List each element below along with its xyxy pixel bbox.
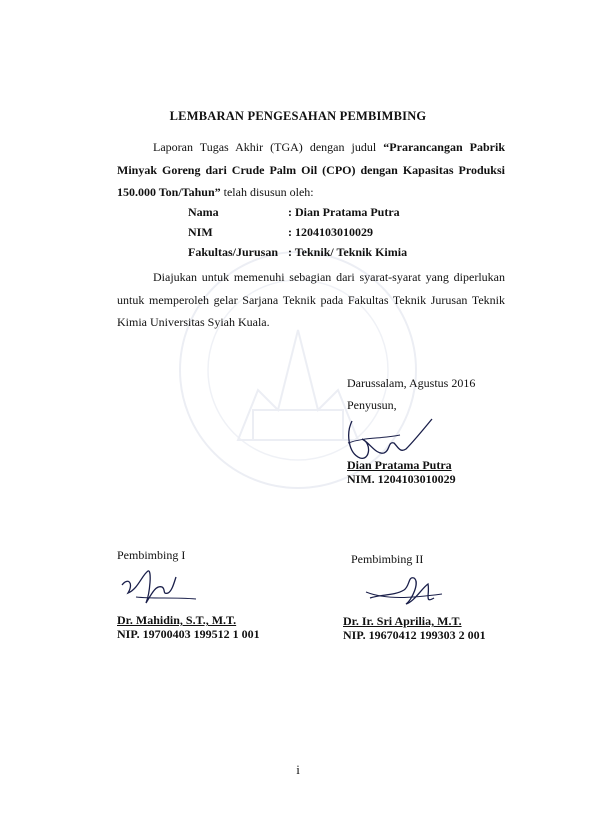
intro-text-before: Laporan Tugas Akhir (TGA) dengan judul xyxy=(153,140,384,154)
supervisor-1-label: Pembimbing I xyxy=(117,548,186,562)
field-value-nama: : Dian Pratama Putra xyxy=(288,205,400,219)
place-date: Darussalam, Agustus 2016 xyxy=(347,376,476,390)
supervisor-2-nip: NIP. 19670412 199303 2 001 xyxy=(343,628,486,642)
intro-text-after: telah disusun oleh: xyxy=(220,185,314,199)
supervisor-1-name: Dr. Mahidin, S.T., M.T. xyxy=(117,613,237,627)
statement-text: Diajukan untuk memenuhi sebagian dari syarat-syarat yang diperlukan untuk memperoleh gelar Sarjana Teknik pada Fakultas Teknik Jurusan Teknik Kimia Universitas Syiah Kuala. xyxy=(117,270,505,329)
supervisor-2-label: Pembimbing II xyxy=(351,552,424,566)
supervisor-2-name: Dr. Ir. Sri Aprilia, M.T. xyxy=(343,614,462,628)
field-label-nama: Nama xyxy=(188,205,219,219)
field-label-nim: NIM xyxy=(188,225,213,239)
statement-paragraph xyxy=(117,266,505,334)
intro-paragraph xyxy=(117,136,505,204)
field-value-nim: : 1204103010029 xyxy=(288,225,373,239)
supervisor-1-nip: NIP. 19700403 199512 1 001 xyxy=(117,627,260,641)
page-number: i xyxy=(296,762,300,777)
thesis-title: “Prarancangan Pabrik Minyak Goreng dari Crude Palm Oil (CPO) dengan Kapasitas Produksi 150.000 Ton/Tahun” xyxy=(117,140,505,199)
author-role: Penyusun, xyxy=(347,398,397,412)
supervisor-1-signature xyxy=(118,563,198,618)
field-value-fakultas: : Teknik/ Teknik Kimia xyxy=(288,245,408,259)
page-title: LEMBARAN PENGESAHAN PEMBIMBING xyxy=(169,109,427,123)
author-name: Dian Pratama Putra xyxy=(347,458,452,472)
author-nim: NIM. 1204103010029 xyxy=(347,472,456,486)
field-label-fakultas: Fakultas/Jurusan xyxy=(188,245,279,259)
